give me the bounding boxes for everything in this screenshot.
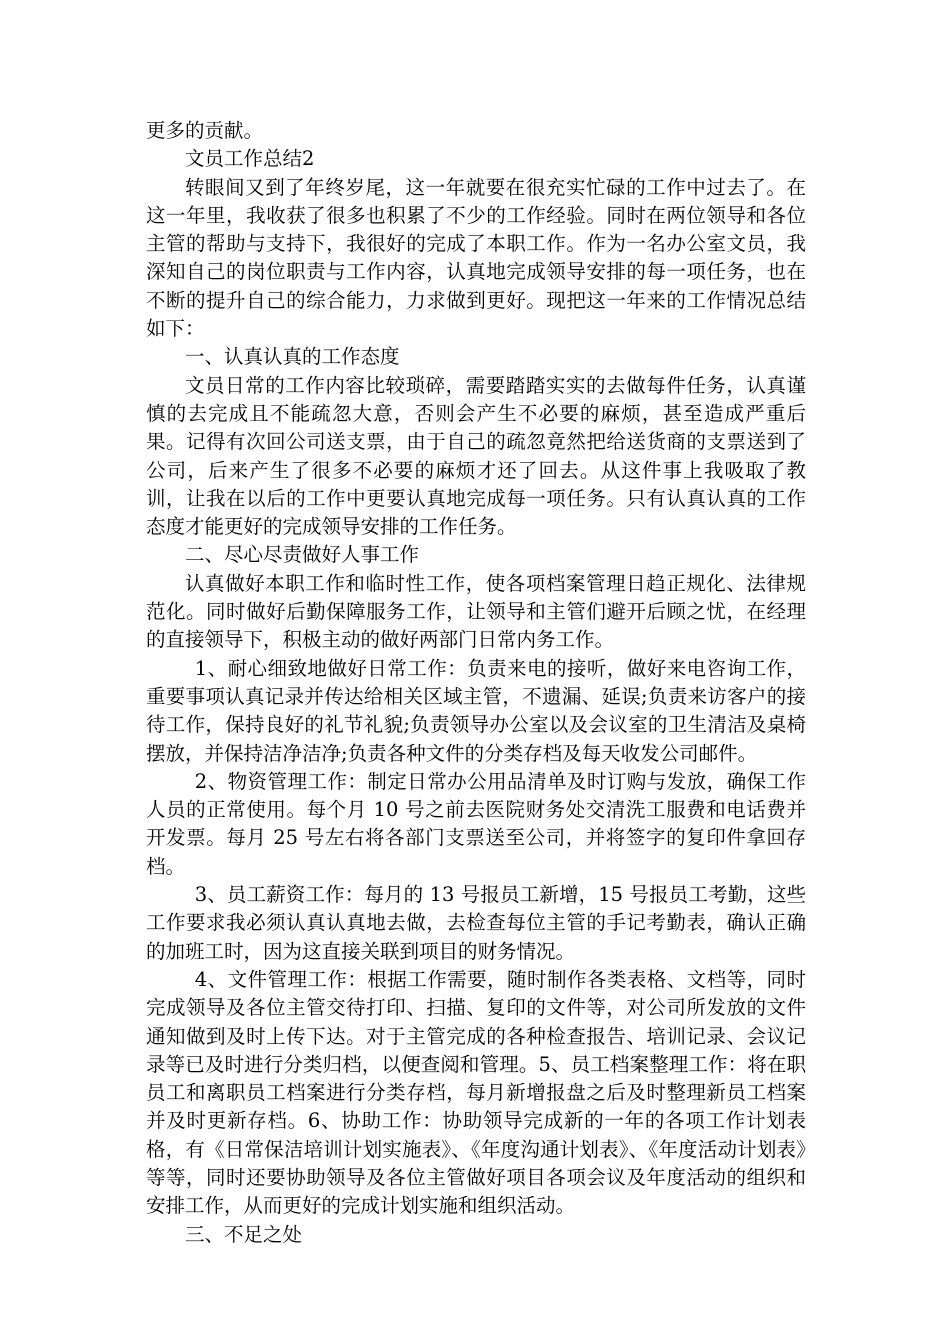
document-page: [146, 117, 806, 1249]
heading-work-attitude: 一、认真认真的工作态度: [185, 345, 400, 369]
paragraph-work-attitude: 文员日常的工作内容比较琐碎，需要踏踏实实的去做每件任务，认真谨慎的去完成且不能疏忽大意，否则会产生不必要的麻烦，甚至造成严重后果。记得有次回公司送支票，由于自己的疏忽竟然把给送货商的支票送到了公司，后来产生了很多不必要的麻烦才还了回去。从这件事上我吸取了教训，让我在以后的工作中更要认真地完成每一项任务。只有认真认真的工作态度才能更好的完成领导安排的工作任务。: [146, 373, 806, 539]
paragraph-closing-fragment: 更多的贡献。: [146, 119, 264, 142]
heading-personnel-work: 二、尽心尽责做好人事工作: [185, 543, 420, 567]
paragraph-document-management: 4、文件管理工作：根据工作需要，随时制作各类表格、文档等，同时完成领导及各位主管交待打印、扫描、复印的文件等，对公司所发放的文件通知做到及时上传下达。对于主管完成的各种检查报告、培训记录、会议记录等已及时进行分类归档，以便查阅和管理。5、员工档案整理工作：将在职员工和离职员工档案进行分类存档，每月新增报盘之后及时整理新员工档案并及时更新存档。6、协助工作：协助领导完成新的一年的各项工作计划表格，有《日常保洁培训计划实施表》、《年度沟通计划表》、《年度活动计划表》等等，同时还要协助领导及各位主管做好项目各项会议及年度活动的组织和安排工作，从而更好的完成计划实施和组织活动。: [146, 967, 806, 1218]
paragraph-personnel-work: 认真做好本职工作和临时性工作，使各项档案管理日趋正规化、法律规范化。同时做好后勤保障服务工作，让领导和主管们避开后顾之忧，在经理的直接领导下，积极主动的做好两部门日常内务工作。: [146, 571, 806, 652]
paragraph-intro: 转眼间又到了年终岁尾，这一年就要在很充实忙碌的工作中过去了。在这一年里，我收获了很多也积累了不少的工作经验。同时在两位领导和各位主管的帮助与支持下，我很好的完成了本职工作。作为一名办公室文员，我深知自己的岗位职责与工作内容，认真地完成领导安排的每一项任务，也在不断的提升自己的综合能力，力求做到更好。现把这一年来的工作情况总结如下：: [146, 175, 806, 341]
paragraph-supplies-management: 2、物资管理工作：制定日常办公用品清单及时订购与发放，确保工作人员的正常使用。每个月 10 号之前去医院财务处交清洗工服费和电话费并开发票。每月 25 号左右将各部门支票送至公司，并将签字的复印件拿回存档。: [146, 769, 806, 878]
paragraph-daily-work: 1、耐心细致地做好日常工作：负责来电的接听，做好来电咨询工作，重要事项认真记录并传达给相关区域主管，不遗漏、延误;负责来访客户的接待工作，保持良好的礼节礼貌;负责领导办公室以及会议室的卫生清洁及桌椅摆放，并保持洁净洁净;负责各种文件的分类存档及每天收发公司邮件。: [146, 656, 806, 765]
section-title: 文员工作总结2: [185, 147, 315, 171]
heading-shortcomings: 三、不足之处: [185, 1222, 303, 1246]
paragraph-salary-work: 3、员工薪资工作：每月的 13 号报员工新增，15 号报员工考勤，这些工作要求我必须认真认真地去做，去检查每位主管的手记考勤表，确认正确的加班工时，因为这直接关联到项目的财务情况。: [146, 883, 806, 963]
